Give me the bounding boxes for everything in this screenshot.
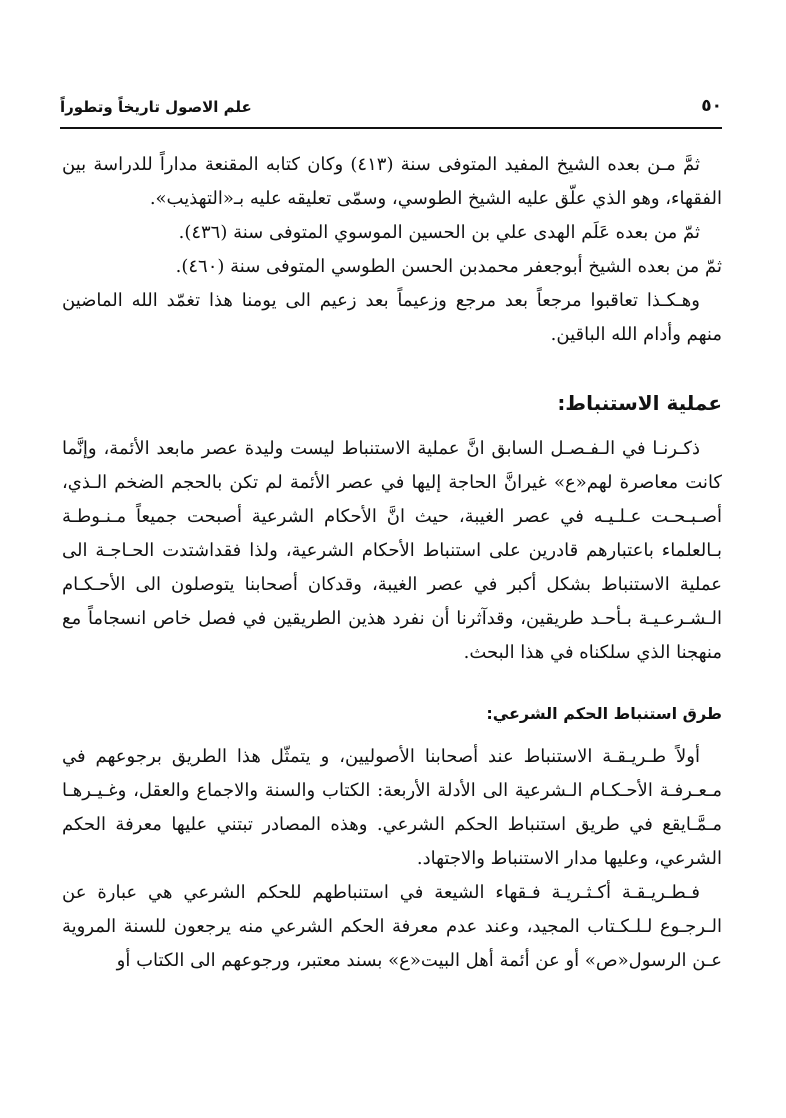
running-title: علم الاصول تاريخاً وتطوراً [60, 98, 252, 116]
section-paragraph: ذكـرنـا في الـفـصـل السابق انَّ عملية الاستنباط ليست وليدة عصر مابعد الأئمة، وإنَّما كانت معاصرة لهم«ع» غيرانَّ الحاجة إليها في عصر الأئمة لم تكن بالحجم الضخم الـذي، أصـبـحـت عـلـيـه في عصر الغيبة، حيث انَّ الأحكام الشرعية أصبحت جميعاً مـنـوطـة بـالعلماء باعتبارهم قادرين على استنباط الأحكام الشرعية، ولذا فقداشتدت الحـاجـة الى عملية الاستنباط بشكل أكبر في عصر الغيبة، وقدكان أصحابنا يتوصلون الى الأحـكـام الـشـرعـيـة بـأحـد طريقين، وقدآثرنا أن نفرد هذين الطريقين في فصل خاص انسجاماً مع منهجنا الذي سلكناه في هذا البحث. [62, 438, 722, 663]
section-paragraph: أولاً طـريـقـة الاستنباط عند أصحابنا الأصوليين، و يتمثّل هذا الطريق برجوعهم في مـعـرفـة الأحـكـام الـشرعية الى الأدلة الأربعة: الكتاب والسنة والاجماع والعقل، وغـيـرهـا مـمَّـايقع في طريق استنباط الحكم الشرعي. وهذه المصادر تبتني عليها معرفة الحكم الشرعي، وعليها مدار الاستنباط والاجتهاد. [62, 746, 722, 869]
header-divider [60, 127, 722, 129]
intro-paragraph: وهـكـذا تعاقبوا مرجعاً بعد مرجع وزعيماً بعد زعيم الى يومنا هذا تغمّد الله الماضين منهم وأدام الله الباقين. [62, 290, 722, 345]
subsection-heading: طرق استنباط الحكم الشرعي: [486, 704, 722, 723]
intro-paragraph: ثمّ من بعده الشيخ أبوجعفر محمدبن الحسن الطوسي المتوفى سنة (٤٦٠). [175, 256, 722, 277]
page-number: ٥٠ [701, 96, 722, 116]
section-heading: عملية الاستنباط: [557, 391, 722, 415]
page-body [62, 148, 722, 978]
section-paragraph: فـطـريـقـة أكـثـريـة فـقهاء الشيعة في استنباطهم للحكم الشرعي هي عبارة عن الـرجـوع لـلـكـتاب المجيد، وعند عدم معرفة الحكم الشرعي منه يرجعون للسنة المروية عـن الرسول«ص» أو عن أئمة أهل البيت«ع» بسند معتبر، ورجوعهم الى الكتاب أو [62, 882, 722, 971]
intro-paragraph: ثمّ من بعده عَلَم الهدى علي بن الحسين الموسوي المتوفى سنة (٤٣٦). [178, 222, 700, 243]
intro-paragraph: ثمَّ مـن بعده الشيخ المفيد المتوفى سنة (٤١٣) وكان كتابه المقنعة مداراً للدراسة بين الفقهاء، وهو الذي علّق عليه الشيخ الطوسي، وسمّى تعليقه عليه بـ«التهذيب». [62, 154, 722, 209]
page-header [60, 96, 722, 124]
